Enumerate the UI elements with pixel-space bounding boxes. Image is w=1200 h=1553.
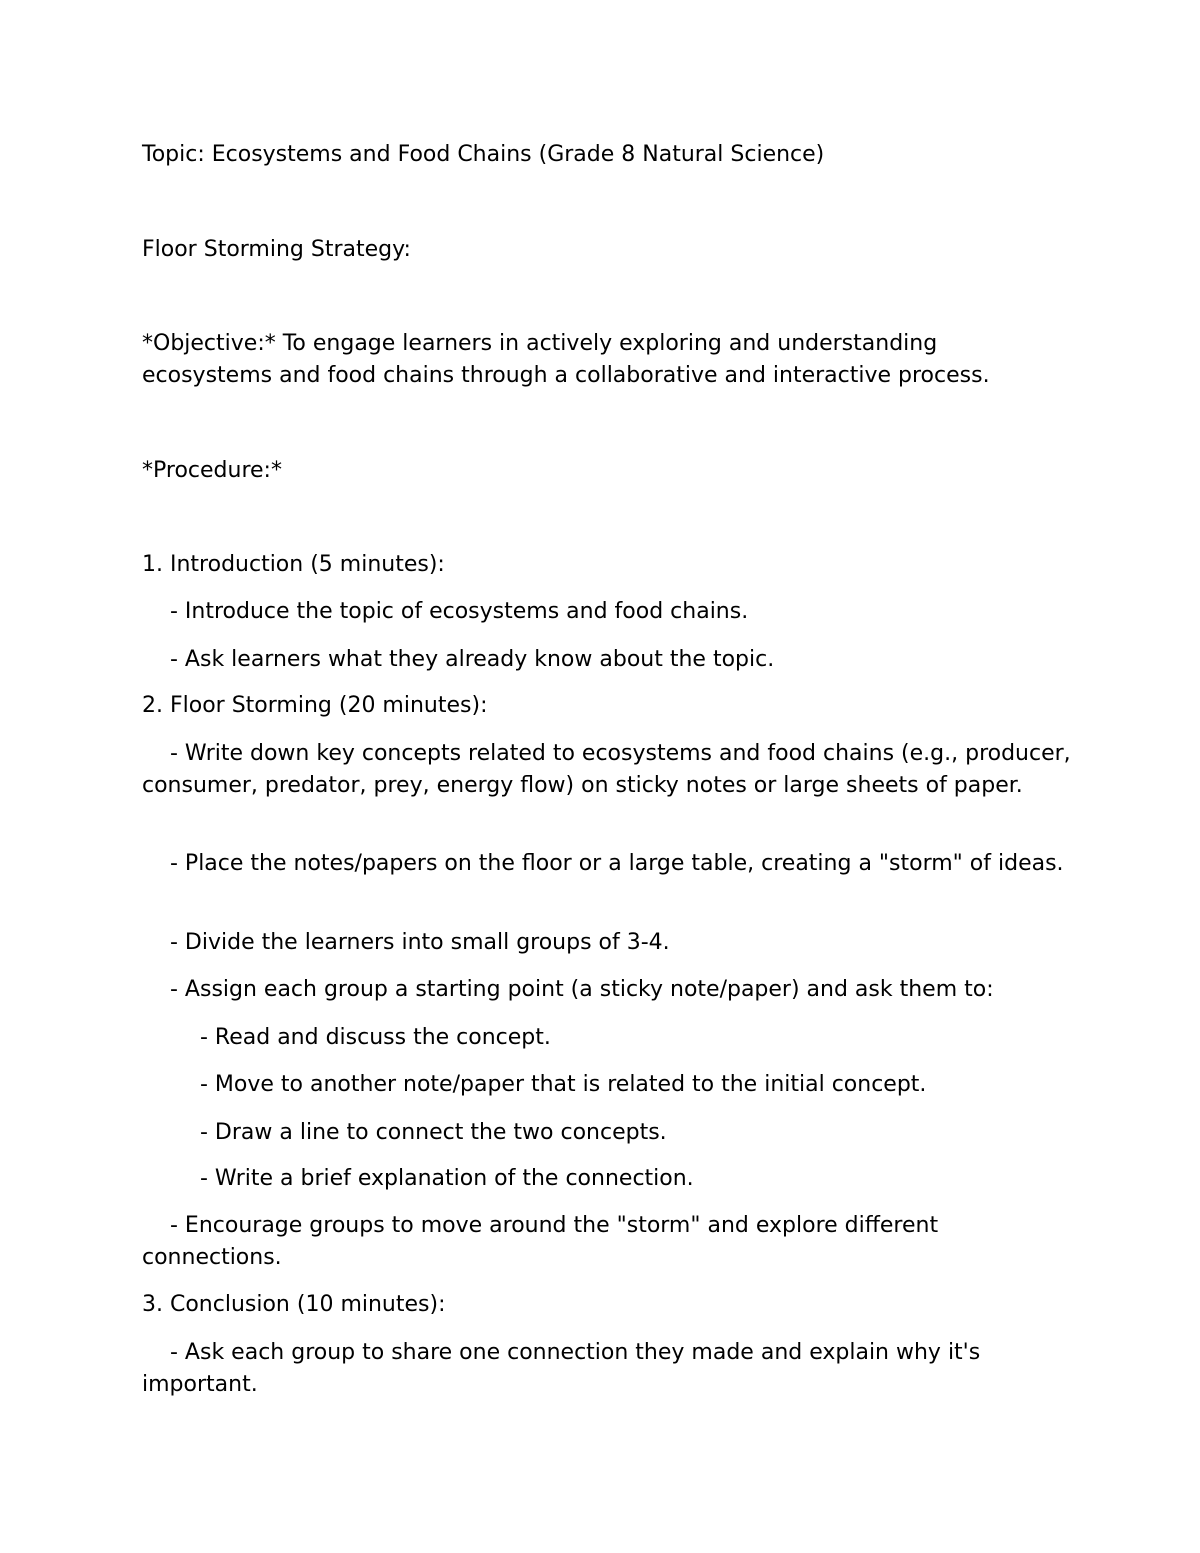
step2-final-item: - Encourage groups to move around the "storm" and explore different connections. xyxy=(142,1213,939,1270)
step2-heading: 2. Floor Storming (20 minutes): xyxy=(142,693,488,718)
step2-subitem: - Draw a line to connect the two concepts. xyxy=(200,1120,667,1145)
step1-item: - Introduce the topic of ecosystems and food chains. xyxy=(170,599,749,624)
step3-heading: 3. Conclusion (10 minutes): xyxy=(142,1292,446,1317)
strategy-heading: Floor Storming Strategy: xyxy=(142,237,411,262)
procedure-heading: *Procedure:* xyxy=(142,458,282,483)
step2-item: - Assign each group a starting point (a sticky note/paper) and ask them to: xyxy=(170,977,994,1002)
step2-subitem: - Read and discuss the concept. xyxy=(200,1025,551,1050)
step2-subitem: - Move to another note/paper that is related to the initial concept. xyxy=(200,1072,927,1097)
step3-item: - Ask each group to share one connection they made and explain why it's important. xyxy=(142,1340,981,1397)
step1-heading: 1. Introduction (5 minutes): xyxy=(142,552,445,577)
step2-item: - Divide the learners into small groups of 3-4. xyxy=(170,930,670,955)
step1-item: - Ask learners what they already know about the topic. xyxy=(170,647,775,672)
objective-paragraph: *Objective:* To engage learners in actively exploring and understanding ecosystems and food chains through a collaborative and interactive process. xyxy=(142,331,990,388)
step2-item: - Write down key concepts related to ecosystems and food chains (e.g., producer, consumer, predator, prey, energy flow) on sticky notes or large sheets of paper. xyxy=(142,741,1071,798)
step2-item: - Place the notes/papers on the floor or a large table, creating a "storm" of ideas. xyxy=(170,851,1064,876)
step2-subitem: - Write a brief explanation of the connection. xyxy=(200,1166,694,1191)
topic-line: Topic: Ecosystems and Food Chains (Grade 8 Natural Science) xyxy=(142,142,825,167)
